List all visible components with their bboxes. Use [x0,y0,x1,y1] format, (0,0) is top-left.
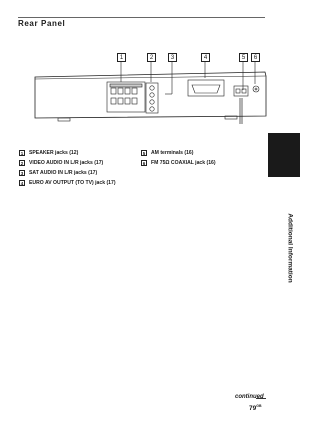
continued-label: continued [235,394,264,400]
item-number: 5 [142,151,146,156]
rear-panel-diagram [0,60,300,140]
continued-rule [256,398,266,399]
item-label: SPEAKER jacks (12) [29,150,79,156]
item-number: 1 [20,151,24,156]
callout-4: 4 [201,53,210,62]
list-item [19,158,116,168]
page-number-value: 79 [249,405,257,413]
items-right-list [141,148,216,168]
side-section-label: Additional Information [286,213,294,283]
list-item [19,168,116,178]
page-number-suffix: GB [256,404,262,408]
item-label: AM terminals (16) [151,150,194,156]
list-item [19,178,116,188]
item-number: 4 [20,181,24,186]
item-label: EURO AV OUTPUT (TO TV) jack (17) [29,180,116,186]
list-item [19,148,116,158]
item-number: 2 [20,161,24,166]
item-label: SAT AUDIO IN L/R jacks (17) [29,170,98,176]
items-left-list [19,148,116,188]
section-title: Rear Panel [18,19,66,28]
top-rule [18,17,265,18]
list-item [141,158,216,168]
callout-1: 1 [117,53,126,62]
callout-5: 5 [239,53,248,62]
callout-2: 2 [147,53,156,62]
item-number: 3 [20,171,24,176]
item-label: FM 75Ω COAXIAL jack (16) [151,160,216,166]
item-label: VIDEO AUDIO IN L/R jacks (17) [29,160,104,166]
page-number [249,404,261,412]
callout-6: 6 [251,53,260,62]
list-item [141,148,216,158]
section-tab [268,133,300,177]
item-number: 6 [142,161,146,166]
callout-3: 3 [168,53,177,62]
